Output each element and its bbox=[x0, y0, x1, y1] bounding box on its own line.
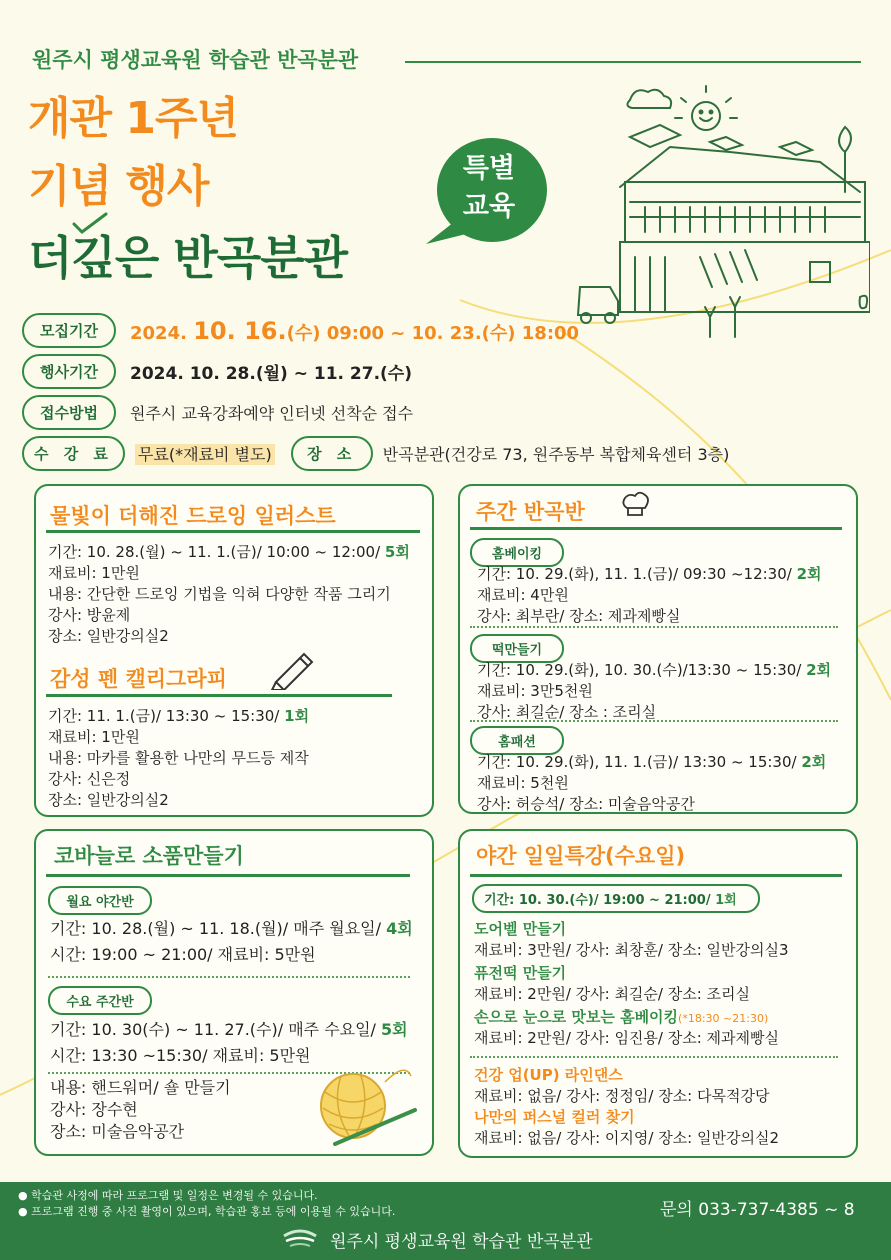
crochet-place: 장소: 미술음악공간 bbox=[50, 1122, 185, 1141]
ricecake-fee: 재료비: 3만5천원 bbox=[477, 682, 593, 700]
crochet-instructor: 강사: 장수현 bbox=[50, 1100, 138, 1119]
baking-fee: 재료비: 4만원 bbox=[477, 586, 569, 604]
ricecake-instructor: 강사: 최길순/ 장소 : 조리실 bbox=[477, 703, 657, 721]
monday-count: 4회 bbox=[386, 919, 413, 938]
home-baking-title-text: 손으로 눈으로 맛보는 홈베이킹 bbox=[474, 1008, 679, 1026]
wednesday-count: 5회 bbox=[381, 1020, 408, 1039]
calligraphy-period bbox=[48, 706, 309, 727]
recruit-start-date: 10. 16. bbox=[193, 316, 287, 345]
fashion-period bbox=[477, 752, 826, 773]
wednesday-class-label: 수요 주간반 bbox=[48, 986, 152, 1015]
calligraphy-fee: 재료비: 1만원 bbox=[48, 728, 140, 746]
baking-period-text: 기간: 10. 29.(화), 11. 1.(금)/ 09:30 ~12:30/ bbox=[477, 565, 797, 583]
drawing-count: 5회 bbox=[384, 543, 410, 561]
calligraphy-place: 장소: 일반강의실2 bbox=[48, 791, 169, 809]
wednesday-time: 시간: 13:30 ~15:30/ 재료비: 5만원 bbox=[50, 1046, 311, 1065]
recruit-row bbox=[22, 313, 579, 348]
drawing-details bbox=[48, 542, 410, 647]
monday-class-label: 월요 야간반 bbox=[48, 886, 152, 915]
doorbell-title: 도어벨 만들기 bbox=[474, 920, 567, 938]
apply-value: 원주시 교육강좌예약 인터넷 선착순 접수 bbox=[130, 404, 414, 423]
fee-row bbox=[22, 436, 729, 471]
monday-class-details bbox=[50, 916, 413, 968]
personal-color-title: 나만의 퍼스널 컬러 찾기 bbox=[474, 1108, 635, 1126]
night-period-text: 기간: 10. 30.(수)/ 19:00 ~ 21:00/ bbox=[484, 893, 716, 908]
event-value: 2024. 10. 28.(월) ~ 11. 27.(수) bbox=[130, 364, 412, 384]
night-period-count: 1회 bbox=[715, 893, 737, 908]
monday-period-text: 기간: 10. 28.(월) ~ 11. 18.(월)/ 매주 월요일/ bbox=[50, 919, 387, 938]
night-class-title: 야간 일일특강(수요일) bbox=[476, 844, 686, 868]
dotted-divider bbox=[470, 626, 838, 628]
dotted-divider bbox=[470, 1056, 838, 1058]
drawing-fee: 재료비: 1만원 bbox=[48, 564, 140, 582]
calligraphy-title: 감성 펜 캘리그라피 bbox=[50, 667, 227, 691]
fashion-instructor: 강사: 허승석/ 장소: 미술음악공간 bbox=[477, 795, 695, 813]
wednesday-period bbox=[50, 1017, 408, 1043]
crochet-content: 내용: 핸드워머/ 숄 만들기 bbox=[50, 1078, 231, 1097]
bubble-line-1: 특별 bbox=[462, 153, 516, 184]
baking-instructor: 강사: 최부란/ 장소: 제과제빵실 bbox=[477, 607, 681, 625]
place-value: 반곡분관(건강로 73, 원주동부 복합체육센터 3층) bbox=[382, 445, 730, 464]
calligraphy-instructor: 강사: 신은정 bbox=[48, 770, 131, 788]
footer-note-2-text: 프로그램 진행 중 사진 촬영이 있으며, 학습관 홍보 등에 이용될 수 있습니다. bbox=[31, 1205, 396, 1218]
place-label: 장 소 bbox=[291, 436, 373, 471]
divider bbox=[405, 61, 861, 63]
recruit-value bbox=[130, 317, 579, 345]
ricecake-label: 떡만들기 bbox=[470, 634, 564, 663]
home-baking-detail: 재료비: 2만원/ 강사: 임진용/ 장소: 제과제빵실 bbox=[474, 1029, 779, 1047]
baking-label: 홈베이킹 bbox=[470, 538, 564, 567]
calligraphy-content: 내용: 마카를 활용한 나만의 무드등 제작 bbox=[48, 749, 309, 767]
calligraphy-count: 1회 bbox=[284, 707, 310, 725]
calligraphy-details bbox=[48, 706, 309, 811]
ricecake-count: 2회 bbox=[806, 661, 832, 679]
crochet-title: 코바늘로 소품만들기 bbox=[54, 844, 244, 868]
fashion-label: 홈패션 bbox=[470, 726, 564, 755]
drawing-place: 장소: 일반강의실2 bbox=[48, 627, 169, 645]
event-row bbox=[22, 354, 412, 389]
night-class-period bbox=[472, 884, 760, 913]
monday-time: 시간: 19:00 ~ 21:00/ 재료비: 5만원 bbox=[50, 945, 316, 964]
baking-count: 2회 bbox=[796, 565, 822, 583]
personal-color-detail: 재료비: 없음/ 강사: 이지영/ 장소: 일반강의실2 bbox=[474, 1129, 779, 1147]
fee-value-text: 무료(*재료비 별도) bbox=[135, 444, 275, 465]
org-name-top: 원주시 평생교육원 학습관 반곡분관 bbox=[32, 48, 359, 72]
footer-note-2: ● 프로그램 진행 중 사진 촬영이 있으며, 학습관 홍보 등에 이용될 수 있습니다. bbox=[18, 1205, 396, 1218]
section-rule bbox=[470, 527, 842, 530]
fashion-count: 2회 bbox=[801, 753, 827, 771]
wednesday-period-text: 기간: 10. 30(수) ~ 11. 27.(수)/ 매주 수요일/ bbox=[50, 1020, 382, 1039]
title-line-3: 더깊은 반곡분관 bbox=[28, 231, 348, 285]
apply-row bbox=[22, 395, 413, 430]
apply-label: 접수방법 bbox=[22, 395, 116, 430]
footer-note-1: ● 학습관 사정에 따라 프로그램 및 일정은 변경될 수 있습니다. bbox=[18, 1189, 318, 1202]
yarn-ball-icon bbox=[305, 1062, 425, 1146]
fusion-ricecake-detail: 재료비: 2만원/ 강사: 최길순/ 장소: 조리실 bbox=[474, 985, 751, 1003]
line-dance-title: 건강 업(UP) 라인댄스 bbox=[474, 1066, 623, 1084]
section-rule bbox=[46, 530, 420, 533]
drawing-period bbox=[48, 542, 410, 563]
dotted-divider bbox=[470, 720, 838, 722]
home-baking-time: (*18:30 ~21:30) bbox=[678, 1012, 769, 1025]
crochet-common-details bbox=[50, 1077, 231, 1143]
monday-period bbox=[50, 916, 413, 942]
section-rule bbox=[470, 874, 842, 877]
event-label: 행사기간 bbox=[22, 354, 116, 389]
dotted-divider bbox=[48, 976, 410, 978]
ricecake-period-text: 기간: 10. 29.(화), 10. 30.(수)/13:30 ~ 15:30/ bbox=[477, 661, 807, 679]
ricecake-period bbox=[477, 660, 831, 681]
fashion-fee: 재료비: 5천원 bbox=[477, 774, 569, 792]
footer-note-1-text: 학습관 사정에 따라 프로그램 및 일정은 변경될 수 있습니다. bbox=[31, 1189, 318, 1202]
org-logo-icon bbox=[282, 1226, 318, 1250]
title-line-1: 개관 1주년 bbox=[28, 93, 238, 144]
footer-org-name: 원주시 평생교육원 학습관 반곡분관 bbox=[330, 1232, 593, 1252]
drawing-instructor: 강사: 방윤제 bbox=[48, 606, 131, 624]
calligraphy-period-text: 기간: 11. 1.(금)/ 13:30 ~ 15:30/ bbox=[48, 707, 285, 725]
bubble-line-2: 교육 bbox=[462, 191, 516, 222]
recruit-label: 모집기간 bbox=[22, 313, 116, 348]
fusion-ricecake-title: 퓨전떡 만들기 bbox=[474, 964, 567, 982]
pencil-icon bbox=[268, 646, 318, 690]
section-rule bbox=[46, 694, 392, 697]
section-rule bbox=[46, 874, 410, 877]
check-icon bbox=[70, 210, 110, 236]
ricecake-details bbox=[477, 660, 831, 723]
recruit-rest: (수) 09:00 ~ 10. 23.(수) 18:00 bbox=[286, 322, 580, 344]
fee-label: 수 강 료 bbox=[22, 436, 125, 471]
doorbell-detail: 재료비: 3만원/ 강사: 최창훈/ 장소: 일반강의실3 bbox=[474, 941, 789, 959]
chef-hat-icon bbox=[620, 490, 650, 520]
fee-value bbox=[135, 442, 275, 465]
baking-details bbox=[477, 564, 822, 627]
bubble-label bbox=[449, 150, 529, 226]
drawing-period-text: 기간: 10. 28.(월) ~ 11. 1.(금)/ 10:00 ~ 12:00/ bbox=[48, 543, 385, 561]
home-baking-title bbox=[474, 1006, 768, 1027]
recruit-year: 2024. bbox=[130, 322, 187, 344]
weekly-title: 주간 반곡반 bbox=[476, 500, 585, 524]
title-line-2: 기념 행사 bbox=[28, 161, 209, 212]
contact-phone: 문의 033-737-4385 ~ 8 bbox=[660, 1200, 855, 1220]
line-dance-detail: 재료비: 없음/ 강사: 정정임/ 장소: 다목적강당 bbox=[474, 1087, 770, 1105]
building-illustration bbox=[560, 82, 870, 352]
fashion-period-text: 기간: 10. 29.(화), 11. 1.(금)/ 13:30 ~ 15:30/ bbox=[477, 753, 802, 771]
fashion-details bbox=[477, 752, 826, 815]
baking-period bbox=[477, 564, 822, 585]
drawing-title: 물빛이 더해진 드로잉 일러스트 bbox=[50, 504, 336, 528]
drawing-content: 내용: 간단한 드로잉 기법을 익혀 다양한 작품 그리기 bbox=[48, 585, 391, 603]
